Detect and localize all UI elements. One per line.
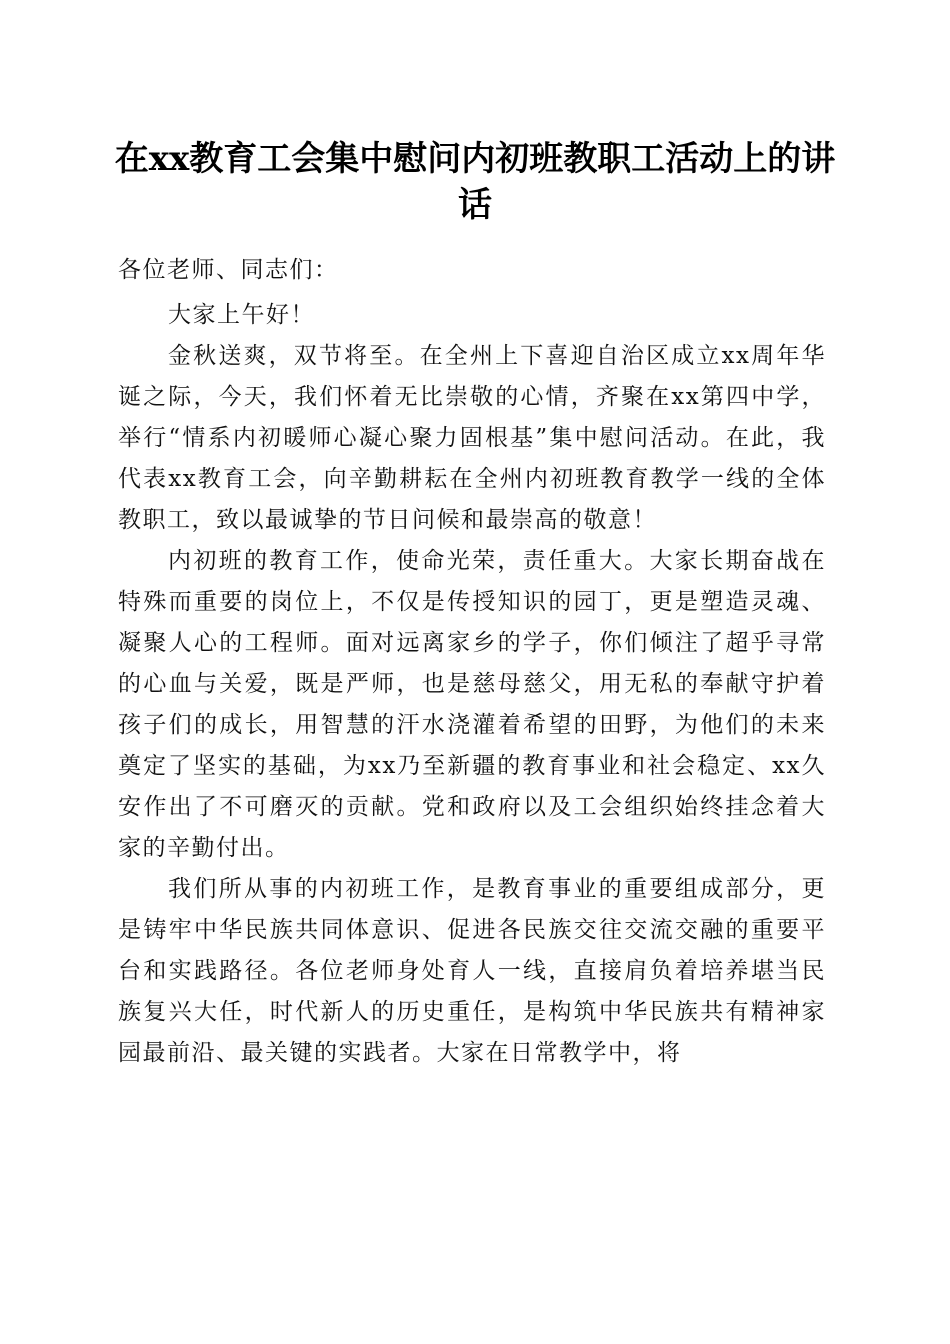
paragraph: 我们所从事的内初班工作，是教育事业的重要组成部分，更是铸牢中华民族共同体意识、促进各民族交往交流交融的重要平台和实践路径。各位老师身处育人一线，直接肩负着培养堪当民族复兴大任，时代新人的历史重任，是构筑中华民族共有精神家园最前沿、最关键的实践者。大家在日常教学中，将	[118, 876, 826, 1066]
paragraph: 内初班的教育工作，使命光荣，责任重大。大家长期奋战在特殊而重要的岗位上，不仅是传授知识的园丁，更是塑造灵魂、凝聚人心的工程师。面对远离家乡的学子，你们倾注了超乎寻常的心血与关爱，既是严师，也是慈母慈父，用无私的奉献守护着孩子们的成长，用智慧的汗水浇灌着希望的田野，为他们的未来奠定了坚实的基础，为xx乃至新疆的教育事业和社会稳定、xx久安作出了不可磨灭的贡献。党和政府以及工会组织始终挂念着大家的辛勤付出。	[118, 548, 826, 861]
paragraph: 金秋送爽，双节将至。在全州上下喜迎自治区成立xx周年华诞之际，今天，我们怀着无比崇敬的心情，齐聚在xx第四中学，举行“情系内初暖师心凝心聚力固根基”集中慰问活动。在此，我代表xx教育工会，向辛勤耕耘在全州内初班教育教学一线的全体教职工，致以最诚挚的节日问候和最崇高的敬意！	[118, 343, 826, 533]
document-body	[118, 250, 826, 1074]
greeting: 大家上午好！	[168, 302, 315, 328]
document-title: 在xx教育工会集中慰问内初班教职工活动上的讲话	[114, 139, 836, 225]
salutation: 各位老师、同志们：	[118, 257, 339, 283]
